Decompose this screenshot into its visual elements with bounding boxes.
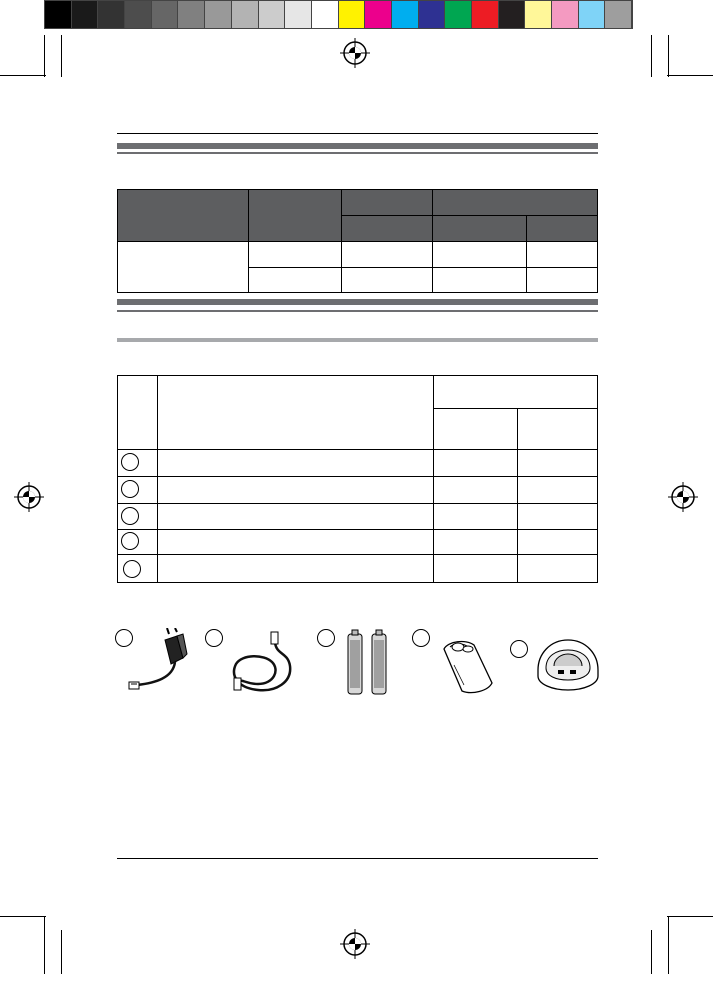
charger-icon xyxy=(532,636,604,696)
telephone-cord-icon xyxy=(228,630,298,694)
color-swatch xyxy=(125,1,152,28)
footer-rule xyxy=(117,858,598,859)
table1-header-col1 xyxy=(117,189,249,242)
ac-adaptor-icon xyxy=(125,628,195,696)
illustration-number-circle xyxy=(510,640,528,658)
registration-mark-left xyxy=(14,482,44,512)
color-swatch xyxy=(152,1,179,28)
table-row xyxy=(157,503,434,530)
color-swatch xyxy=(259,1,286,28)
color-swatch xyxy=(525,1,552,28)
color-swatch xyxy=(285,1,312,28)
row-number-circle xyxy=(123,560,141,578)
table-row xyxy=(157,529,434,555)
table-row xyxy=(157,449,434,477)
color-swatch xyxy=(365,1,392,28)
table-row xyxy=(433,449,518,477)
registration-mark-right xyxy=(668,482,698,512)
illustration-number-circle xyxy=(412,629,430,647)
row-number-circle xyxy=(121,453,139,471)
table-row xyxy=(433,476,518,504)
section-rule-thin-1 xyxy=(117,152,598,154)
illustration-number-circle xyxy=(317,629,335,647)
table-row xyxy=(433,529,518,555)
table-row xyxy=(517,529,598,555)
table1-cell xyxy=(526,241,598,268)
table-row xyxy=(517,503,598,530)
table-row xyxy=(517,476,598,504)
color-swatch xyxy=(312,1,339,28)
row-number-circle xyxy=(121,532,139,550)
table2-header-qty xyxy=(433,375,598,409)
illustration-number-circle xyxy=(205,629,223,647)
table2-subheader-a xyxy=(433,408,518,450)
color-swatch xyxy=(72,1,99,28)
color-swatch xyxy=(392,1,419,28)
table1-cell xyxy=(341,241,433,268)
table-row xyxy=(157,554,434,583)
color-swatch xyxy=(419,1,446,28)
belt-clip-icon xyxy=(438,635,498,697)
color-swatch xyxy=(178,1,205,28)
color-swatch xyxy=(98,1,125,28)
color-swatch xyxy=(579,1,606,28)
color-swatch xyxy=(605,1,632,28)
section-rule-thin-2 xyxy=(117,310,598,312)
header-rule xyxy=(117,133,598,134)
table1-subheader-b xyxy=(432,215,527,242)
table1-cell xyxy=(248,241,342,268)
registration-mark-top xyxy=(340,38,370,68)
color-swatch xyxy=(445,1,472,28)
table1-header-col3 xyxy=(341,189,433,216)
section-rule-thick-1 xyxy=(117,143,598,149)
table1-cell xyxy=(432,267,527,293)
batteries-icon xyxy=(343,628,393,696)
color-swatch xyxy=(232,1,259,28)
table1-header-col2 xyxy=(248,189,342,242)
table1-cell xyxy=(341,267,433,293)
table2-header-item xyxy=(157,375,434,450)
color-swatch xyxy=(472,1,499,28)
row-number-circle xyxy=(121,480,139,498)
table-row xyxy=(157,476,434,504)
table1-header-col4 xyxy=(432,189,598,216)
table1-cell xyxy=(248,267,342,293)
color-swatch xyxy=(552,1,579,28)
color-swatch xyxy=(499,1,526,28)
table-row xyxy=(433,554,518,583)
color-swatch xyxy=(339,1,366,28)
registration-mark-bottom xyxy=(340,929,370,959)
color-swatch xyxy=(45,1,72,28)
color-calibration-bar xyxy=(44,0,633,29)
section-rule-thick-2 xyxy=(117,299,598,305)
color-swatch xyxy=(205,1,232,28)
table2-header-no xyxy=(117,375,158,450)
table1-cell xyxy=(432,241,527,268)
table-row xyxy=(517,449,598,477)
table1-cell xyxy=(526,267,598,293)
row-number-circle xyxy=(121,507,139,525)
table1-row-label xyxy=(117,241,249,293)
table2-subheader-b xyxy=(517,408,598,450)
table1-subheader-a xyxy=(341,215,433,242)
table-row xyxy=(517,554,598,583)
subsection-rule xyxy=(117,338,598,342)
table-row xyxy=(433,503,518,530)
table1-subheader-c xyxy=(526,215,598,242)
